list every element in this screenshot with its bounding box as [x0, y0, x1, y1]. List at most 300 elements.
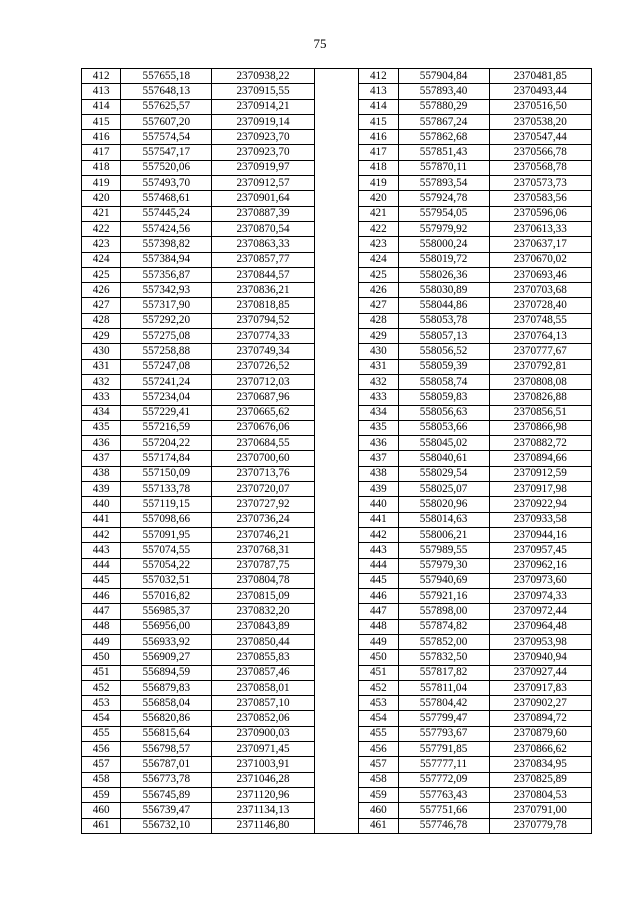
right-y-coordinate-cell: 2370974,33	[489, 589, 591, 604]
right-point-number-cell: 427	[359, 298, 398, 313]
left-point-number-cell: 414	[82, 99, 121, 114]
column-gap	[314, 619, 358, 634]
column-gap	[314, 543, 358, 558]
right-y-coordinate-cell: 2370804,53	[489, 787, 591, 802]
left-x-coordinate-cell: 557150,09	[121, 466, 212, 481]
right-x-coordinate-cell: 557954,05	[398, 206, 489, 221]
left-point-number-cell: 450	[82, 650, 121, 665]
right-point-number-cell: 445	[359, 573, 398, 588]
left-y-coordinate-cell: 2370857,46	[212, 665, 314, 680]
left-y-coordinate-cell: 2371046,28	[212, 772, 314, 787]
right-y-coordinate-cell: 2370834,95	[489, 757, 591, 772]
left-point-number-cell: 435	[82, 420, 121, 435]
table-row	[82, 145, 592, 160]
column-gap	[314, 390, 358, 405]
table-row	[82, 221, 592, 236]
left-x-coordinate-cell: 557091,95	[121, 527, 212, 542]
right-y-coordinate-cell: 2370894,66	[489, 451, 591, 466]
right-x-coordinate-cell: 557880,29	[398, 99, 489, 114]
right-y-coordinate-cell: 2370882,72	[489, 436, 591, 451]
table-row	[82, 634, 592, 649]
right-y-coordinate-cell: 2370866,62	[489, 742, 591, 757]
right-x-coordinate-cell: 557799,47	[398, 711, 489, 726]
right-point-number-cell: 443	[359, 543, 398, 558]
left-y-coordinate-cell: 2370774,33	[212, 329, 314, 344]
left-y-coordinate-cell: 2370746,21	[212, 527, 314, 542]
left-x-coordinate-cell: 557275,08	[121, 329, 212, 344]
left-y-coordinate-cell: 2370832,20	[212, 604, 314, 619]
right-point-number-cell: 429	[359, 329, 398, 344]
left-x-coordinate-cell: 556933,92	[121, 634, 212, 649]
left-x-coordinate-cell: 557607,20	[121, 114, 212, 129]
left-x-coordinate-cell: 557216,59	[121, 420, 212, 435]
table-row	[82, 726, 592, 741]
left-y-coordinate-cell: 2370684,55	[212, 436, 314, 451]
right-x-coordinate-cell: 557989,55	[398, 543, 489, 558]
left-x-coordinate-cell: 557424,56	[121, 221, 212, 236]
left-y-coordinate-cell: 2370676,06	[212, 420, 314, 435]
right-y-coordinate-cell: 2370538,20	[489, 114, 591, 129]
column-gap	[314, 374, 358, 389]
column-gap	[314, 772, 358, 787]
right-x-coordinate-cell: 557867,24	[398, 114, 489, 129]
right-x-coordinate-cell: 558056,52	[398, 344, 489, 359]
left-point-number-cell: 443	[82, 543, 121, 558]
right-y-coordinate-cell: 2370825,89	[489, 772, 591, 787]
left-y-coordinate-cell: 2370923,70	[212, 145, 314, 160]
right-y-coordinate-cell: 2370927,44	[489, 665, 591, 680]
left-y-coordinate-cell: 2370901,64	[212, 191, 314, 206]
right-point-number-cell: 437	[359, 451, 398, 466]
right-point-number-cell: 422	[359, 221, 398, 236]
table-row	[82, 742, 592, 757]
right-x-coordinate-cell: 557763,43	[398, 787, 489, 802]
right-point-number-cell: 448	[359, 619, 398, 634]
right-point-number-cell: 457	[359, 757, 398, 772]
left-x-coordinate-cell: 556894,59	[121, 665, 212, 680]
left-y-coordinate-cell: 2370919,97	[212, 160, 314, 175]
right-point-number-cell: 436	[359, 436, 398, 451]
right-point-number-cell: 452	[359, 680, 398, 695]
left-point-number-cell: 417	[82, 145, 121, 160]
table-row	[82, 650, 592, 665]
left-point-number-cell: 434	[82, 405, 121, 420]
table-row	[82, 267, 592, 282]
left-y-coordinate-cell: 2370804,78	[212, 573, 314, 588]
table-row	[82, 497, 592, 512]
left-point-number-cell: 438	[82, 466, 121, 481]
left-point-number-cell: 460	[82, 803, 121, 818]
left-point-number-cell: 444	[82, 558, 121, 573]
column-gap	[314, 114, 358, 129]
left-x-coordinate-cell: 557032,51	[121, 573, 212, 588]
column-gap	[314, 512, 358, 527]
right-x-coordinate-cell: 558029,54	[398, 466, 489, 481]
left-point-number-cell: 419	[82, 176, 121, 191]
table-row	[82, 191, 592, 206]
left-x-coordinate-cell: 556787,01	[121, 757, 212, 772]
column-gap	[314, 680, 358, 695]
column-gap	[314, 451, 358, 466]
right-y-coordinate-cell: 2370596,06	[489, 206, 591, 221]
left-y-coordinate-cell: 2370858,01	[212, 680, 314, 695]
right-x-coordinate-cell: 558053,66	[398, 420, 489, 435]
right-y-coordinate-cell: 2370573,73	[489, 176, 591, 191]
right-point-number-cell: 424	[359, 252, 398, 267]
right-point-number-cell: 442	[359, 527, 398, 542]
left-y-coordinate-cell: 2370850,44	[212, 634, 314, 649]
right-y-coordinate-cell: 2370670,02	[489, 252, 591, 267]
left-y-coordinate-cell: 2370870,54	[212, 221, 314, 236]
left-point-number-cell: 440	[82, 497, 121, 512]
right-y-coordinate-cell: 2370826,88	[489, 390, 591, 405]
left-y-coordinate-cell: 2370857,77	[212, 252, 314, 267]
left-point-number-cell: 432	[82, 374, 121, 389]
left-y-coordinate-cell: 2371003,91	[212, 757, 314, 772]
table-row	[82, 390, 592, 405]
right-x-coordinate-cell: 558059,83	[398, 390, 489, 405]
right-point-number-cell: 419	[359, 176, 398, 191]
column-gap	[314, 420, 358, 435]
right-y-coordinate-cell: 2370703,68	[489, 283, 591, 298]
column-gap	[314, 742, 358, 757]
right-y-coordinate-cell: 2370516,50	[489, 99, 591, 114]
right-x-coordinate-cell: 557817,82	[398, 665, 489, 680]
right-x-coordinate-cell: 557746,78	[398, 818, 489, 833]
left-x-coordinate-cell: 557520,06	[121, 160, 212, 175]
column-gap	[314, 99, 358, 114]
left-point-number-cell: 448	[82, 619, 121, 634]
right-point-number-cell: 412	[359, 69, 398, 84]
right-y-coordinate-cell: 2370481,85	[489, 69, 591, 84]
right-y-coordinate-cell: 2370637,17	[489, 237, 591, 252]
column-gap	[314, 298, 358, 313]
left-x-coordinate-cell: 557574,54	[121, 130, 212, 145]
column-gap	[314, 787, 358, 802]
left-x-coordinate-cell: 557384,94	[121, 252, 212, 267]
left-x-coordinate-cell: 557234,04	[121, 390, 212, 405]
table-row	[82, 757, 592, 772]
left-y-coordinate-cell: 2370712,03	[212, 374, 314, 389]
right-x-coordinate-cell: 558019,72	[398, 252, 489, 267]
right-y-coordinate-cell: 2370779,78	[489, 818, 591, 833]
left-point-number-cell: 437	[82, 451, 121, 466]
coordinates-table	[81, 68, 592, 834]
left-x-coordinate-cell: 556745,89	[121, 787, 212, 802]
column-gap	[314, 329, 358, 344]
left-x-coordinate-cell: 557547,17	[121, 145, 212, 160]
right-y-coordinate-cell: 2370547,44	[489, 130, 591, 145]
left-x-coordinate-cell: 557493,70	[121, 176, 212, 191]
left-point-number-cell: 418	[82, 160, 121, 175]
left-y-coordinate-cell: 2370863,33	[212, 237, 314, 252]
column-gap	[314, 283, 358, 298]
column-gap	[314, 466, 358, 481]
page-number: 75	[313, 36, 327, 51]
right-y-coordinate-cell: 2370972,44	[489, 604, 591, 619]
right-x-coordinate-cell: 557777,11	[398, 757, 489, 772]
table-row	[82, 543, 592, 558]
left-point-number-cell: 439	[82, 482, 121, 497]
left-y-coordinate-cell: 2370836,21	[212, 283, 314, 298]
right-y-coordinate-cell: 2370957,45	[489, 543, 591, 558]
column-gap	[314, 665, 358, 680]
right-x-coordinate-cell: 558000,24	[398, 237, 489, 252]
right-point-number-cell: 450	[359, 650, 398, 665]
right-point-number-cell: 456	[359, 742, 398, 757]
table-row	[82, 329, 592, 344]
left-y-coordinate-cell: 2370736,24	[212, 512, 314, 527]
table-row	[82, 451, 592, 466]
column-gap	[314, 359, 358, 374]
left-point-number-cell: 420	[82, 191, 121, 206]
left-x-coordinate-cell: 557074,55	[121, 543, 212, 558]
right-x-coordinate-cell: 557893,54	[398, 176, 489, 191]
right-x-coordinate-cell: 558025,07	[398, 482, 489, 497]
right-x-coordinate-cell: 558026,36	[398, 267, 489, 282]
column-gap	[314, 221, 358, 236]
column-gap	[314, 176, 358, 191]
right-y-coordinate-cell: 2370917,83	[489, 680, 591, 695]
column-gap	[314, 344, 358, 359]
table-row	[82, 176, 592, 191]
right-point-number-cell: 432	[359, 374, 398, 389]
table-row	[82, 772, 592, 787]
right-y-coordinate-cell: 2370583,56	[489, 191, 591, 206]
right-x-coordinate-cell: 557898,00	[398, 604, 489, 619]
column-gap	[314, 405, 358, 420]
left-x-coordinate-cell: 557054,22	[121, 558, 212, 573]
right-x-coordinate-cell: 557772,09	[398, 772, 489, 787]
left-point-number-cell: 412	[82, 69, 121, 84]
left-x-coordinate-cell: 557241,24	[121, 374, 212, 389]
left-point-number-cell: 416	[82, 130, 121, 145]
right-y-coordinate-cell: 2370894,72	[489, 711, 591, 726]
left-y-coordinate-cell: 2370844,57	[212, 267, 314, 282]
right-x-coordinate-cell: 557832,50	[398, 650, 489, 665]
left-point-number-cell: 454	[82, 711, 121, 726]
right-point-number-cell: 444	[359, 558, 398, 573]
right-y-coordinate-cell: 2370856,51	[489, 405, 591, 420]
left-x-coordinate-cell: 557468,61	[121, 191, 212, 206]
right-x-coordinate-cell: 557852,00	[398, 634, 489, 649]
right-x-coordinate-cell: 557862,68	[398, 130, 489, 145]
left-y-coordinate-cell: 2370855,83	[212, 650, 314, 665]
right-y-coordinate-cell: 2370912,59	[489, 466, 591, 481]
right-y-coordinate-cell: 2370964,48	[489, 619, 591, 634]
right-x-coordinate-cell: 557874,82	[398, 619, 489, 634]
right-point-number-cell: 451	[359, 665, 398, 680]
right-point-number-cell: 431	[359, 359, 398, 374]
left-x-coordinate-cell: 556956,00	[121, 619, 212, 634]
left-y-coordinate-cell: 2370726,52	[212, 359, 314, 374]
left-x-coordinate-cell: 556820,86	[121, 711, 212, 726]
table-row	[82, 589, 592, 604]
column-gap	[314, 573, 358, 588]
column-gap	[314, 237, 358, 252]
table-row	[82, 512, 592, 527]
left-y-coordinate-cell: 2370919,14	[212, 114, 314, 129]
left-x-coordinate-cell: 557133,78	[121, 482, 212, 497]
table-row	[82, 527, 592, 542]
right-point-number-cell: 420	[359, 191, 398, 206]
left-point-number-cell: 415	[82, 114, 121, 129]
right-x-coordinate-cell: 558053,78	[398, 313, 489, 328]
right-point-number-cell: 434	[359, 405, 398, 420]
column-gap	[314, 650, 358, 665]
left-point-number-cell: 447	[82, 604, 121, 619]
left-x-coordinate-cell: 556739,47	[121, 803, 212, 818]
table-row	[82, 619, 592, 634]
right-y-coordinate-cell: 2370792,81	[489, 359, 591, 374]
table-row	[82, 466, 592, 481]
column-gap	[314, 634, 358, 649]
left-point-number-cell: 428	[82, 313, 121, 328]
left-point-number-cell: 451	[82, 665, 121, 680]
left-x-coordinate-cell: 556909,27	[121, 650, 212, 665]
right-point-number-cell: 421	[359, 206, 398, 221]
right-x-coordinate-cell: 557921,16	[398, 589, 489, 604]
column-gap	[314, 558, 358, 573]
table-row	[82, 696, 592, 711]
right-point-number-cell: 425	[359, 267, 398, 282]
left-point-number-cell: 423	[82, 237, 121, 252]
left-y-coordinate-cell: 2371134,13	[212, 803, 314, 818]
left-x-coordinate-cell: 557098,66	[121, 512, 212, 527]
column-gap	[314, 436, 358, 451]
right-x-coordinate-cell: 557804,42	[398, 696, 489, 711]
column-gap	[314, 726, 358, 741]
left-y-coordinate-cell: 2370818,85	[212, 298, 314, 313]
left-x-coordinate-cell: 557342,93	[121, 283, 212, 298]
left-point-number-cell: 425	[82, 267, 121, 282]
left-point-number-cell: 431	[82, 359, 121, 374]
column-gap	[314, 482, 358, 497]
right-x-coordinate-cell: 558056,63	[398, 405, 489, 420]
left-y-coordinate-cell: 2371120,96	[212, 787, 314, 802]
left-y-coordinate-cell: 2371146,80	[212, 818, 314, 833]
right-y-coordinate-cell: 2370613,33	[489, 221, 591, 236]
table-row	[82, 420, 592, 435]
left-x-coordinate-cell: 557247,08	[121, 359, 212, 374]
right-point-number-cell: 430	[359, 344, 398, 359]
left-point-number-cell: 436	[82, 436, 121, 451]
right-x-coordinate-cell: 558057,13	[398, 329, 489, 344]
right-x-coordinate-cell: 558014,63	[398, 512, 489, 527]
left-point-number-cell: 426	[82, 283, 121, 298]
right-y-coordinate-cell: 2370917,98	[489, 482, 591, 497]
right-y-coordinate-cell: 2370777,67	[489, 344, 591, 359]
right-y-coordinate-cell: 2370940,94	[489, 650, 591, 665]
left-point-number-cell: 421	[82, 206, 121, 221]
left-y-coordinate-cell: 2370887,39	[212, 206, 314, 221]
column-gap	[314, 589, 358, 604]
right-point-number-cell: 447	[359, 604, 398, 619]
right-x-coordinate-cell: 558059,39	[398, 359, 489, 374]
column-gap	[314, 497, 358, 512]
left-x-coordinate-cell: 557229,41	[121, 405, 212, 420]
left-point-number-cell: 430	[82, 344, 121, 359]
right-x-coordinate-cell: 557893,40	[398, 84, 489, 99]
column-gap	[314, 160, 358, 175]
left-x-coordinate-cell: 557625,57	[121, 99, 212, 114]
table-row	[82, 604, 592, 619]
left-y-coordinate-cell: 2370914,21	[212, 99, 314, 114]
right-x-coordinate-cell: 557851,43	[398, 145, 489, 160]
left-point-number-cell: 445	[82, 573, 121, 588]
left-y-coordinate-cell: 2370687,96	[212, 390, 314, 405]
right-x-coordinate-cell: 557870,11	[398, 160, 489, 175]
right-point-number-cell: 458	[359, 772, 398, 787]
left-x-coordinate-cell: 556985,37	[121, 604, 212, 619]
table-row	[82, 482, 592, 497]
right-point-number-cell: 454	[359, 711, 398, 726]
column-gap	[314, 711, 358, 726]
left-x-coordinate-cell: 556815,64	[121, 726, 212, 741]
left-y-coordinate-cell: 2370794,52	[212, 313, 314, 328]
table-row	[82, 99, 592, 114]
right-x-coordinate-cell: 558006,21	[398, 527, 489, 542]
column-gap	[314, 145, 358, 160]
right-y-coordinate-cell: 2370879,60	[489, 726, 591, 741]
left-y-coordinate-cell: 2370787,75	[212, 558, 314, 573]
table-row	[82, 69, 592, 84]
left-y-coordinate-cell: 2370720,07	[212, 482, 314, 497]
right-point-number-cell: 439	[359, 482, 398, 497]
right-y-coordinate-cell: 2370728,40	[489, 298, 591, 313]
left-point-number-cell: 455	[82, 726, 121, 741]
right-point-number-cell: 414	[359, 99, 398, 114]
left-point-number-cell: 442	[82, 527, 121, 542]
left-y-coordinate-cell: 2370923,70	[212, 130, 314, 145]
right-y-coordinate-cell: 2370748,55	[489, 313, 591, 328]
left-x-coordinate-cell: 556732,10	[121, 818, 212, 833]
left-point-number-cell: 453	[82, 696, 121, 711]
left-y-coordinate-cell: 2370713,76	[212, 466, 314, 481]
left-point-number-cell: 429	[82, 329, 121, 344]
left-y-coordinate-cell: 2370852,06	[212, 711, 314, 726]
table-row	[82, 374, 592, 389]
table-row	[82, 803, 592, 818]
column-gap	[314, 206, 358, 221]
right-y-coordinate-cell: 2370568,78	[489, 160, 591, 175]
column-gap	[314, 696, 358, 711]
left-x-coordinate-cell: 557016,82	[121, 589, 212, 604]
right-point-number-cell: 416	[359, 130, 398, 145]
right-point-number-cell: 438	[359, 466, 398, 481]
right-y-coordinate-cell: 2370866,98	[489, 420, 591, 435]
column-gap	[314, 252, 358, 267]
left-x-coordinate-cell: 557398,82	[121, 237, 212, 252]
right-x-coordinate-cell: 557924,78	[398, 191, 489, 206]
column-gap	[314, 267, 358, 282]
left-x-coordinate-cell: 557174,84	[121, 451, 212, 466]
right-point-number-cell: 417	[359, 145, 398, 160]
table-row	[82, 298, 592, 313]
left-x-coordinate-cell: 556858,04	[121, 696, 212, 711]
right-point-number-cell: 415	[359, 114, 398, 129]
right-x-coordinate-cell: 557811,04	[398, 680, 489, 695]
left-x-coordinate-cell: 556773,78	[121, 772, 212, 787]
right-x-coordinate-cell: 558045,02	[398, 436, 489, 451]
table-row	[82, 237, 592, 252]
right-x-coordinate-cell: 558030,89	[398, 283, 489, 298]
table-row	[82, 558, 592, 573]
left-point-number-cell: 449	[82, 634, 121, 649]
table-row	[82, 344, 592, 359]
table-row	[82, 84, 592, 99]
left-x-coordinate-cell: 557655,18	[121, 69, 212, 84]
